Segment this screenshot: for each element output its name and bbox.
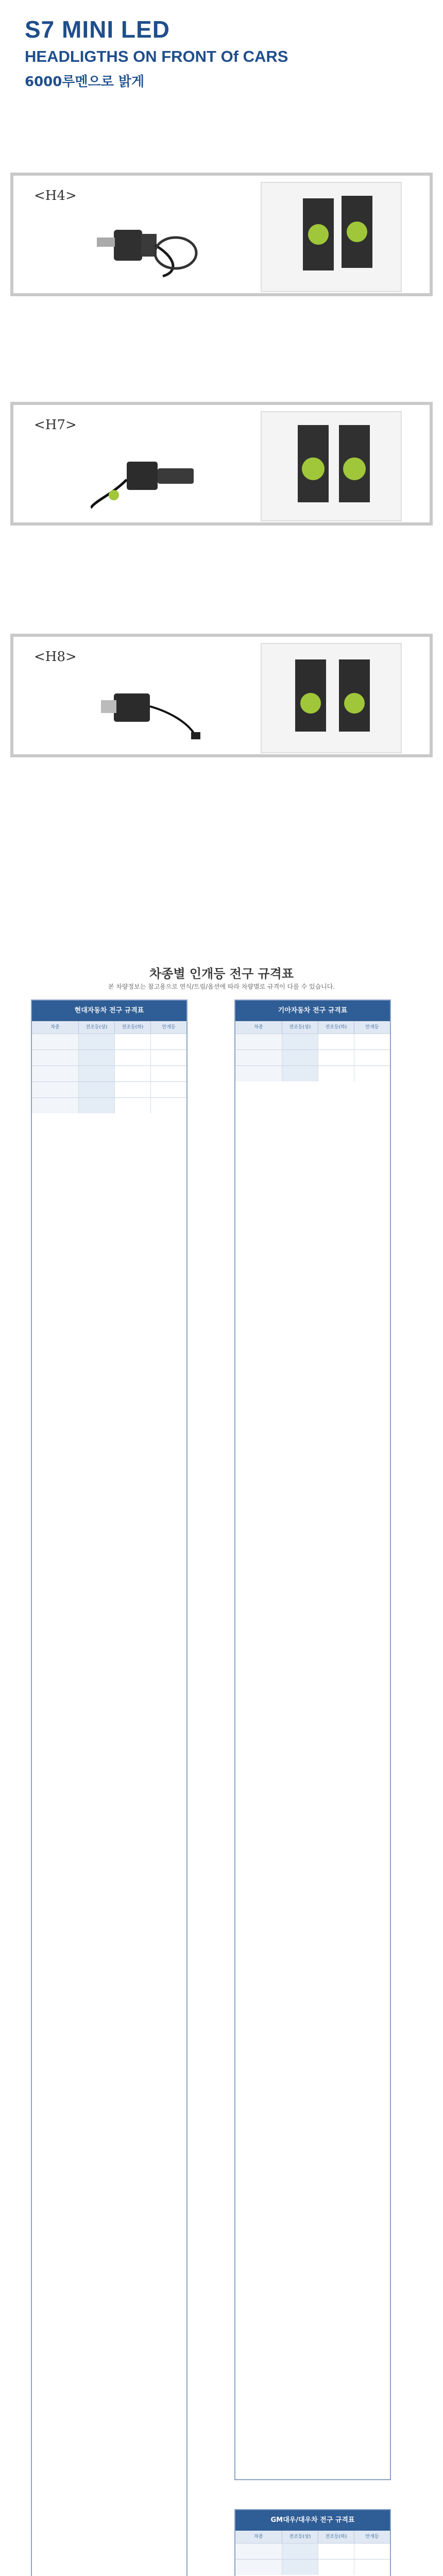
column-header: 차종 [235,1021,282,1033]
column-header: 전조등(상) [282,2531,318,2543]
table-title: 현대자동차 전구 규격표 [32,1001,186,1021]
column-header: 전조등(하) [115,1021,151,1033]
product-card-h8 [10,634,433,757]
column-header: 안개등 [365,1025,379,1030]
column-header: 차종 [235,2531,282,2543]
table-row [32,1097,186,1113]
table-row [32,1033,186,1049]
hero [0,0,443,90]
table-row [235,1033,390,1049]
product-card-h4 [10,173,433,296]
kia-table [234,999,391,2480]
column-header: 전조등(상) [282,1021,318,1033]
table-column-headers [32,1021,186,1033]
table-row [235,2543,390,2559]
table-column-headers [235,2531,390,2543]
bulb-image [91,670,204,748]
column-header: 전조등(하) [318,2531,354,2543]
table-title: 기아자동차 전구 규격표 [235,1001,390,1021]
compat-title: 차종별 인개등 전구 규격표 [149,967,294,981]
gm-table [234,2509,391,2576]
bulb-image [91,438,204,516]
column-header: 차종 [32,1021,79,1033]
column-header: 전조등(하) [318,1021,354,1033]
table-row [235,1049,390,1065]
product-box-image [261,411,402,521]
product-card-h7 [10,402,433,526]
table-body [32,1033,186,1113]
product-title: S7 MINI LED [25,16,170,43]
bulb-image [91,209,204,286]
product-label: <H8> [34,649,77,665]
product-tagline: 6000루멘으로 밝게 [25,74,145,90]
table-body [235,2543,390,2575]
product-label: <H7> [34,417,77,433]
product-subtitle: HEADLIGTHS ON FRONT Of CARS [25,47,288,65]
column-header: 안개등 [162,1025,176,1030]
table-row [32,1065,186,1081]
product-box-image [261,643,402,753]
compat-subtitle: 본 차량정보는 참고용으로 연식/트림/옵션에 따라 차량별로 규격이 다를 수 있습니다. [108,983,335,990]
table-column-headers [235,1021,390,1033]
table-title: GM대우/대우차 전구 규격표 [235,2510,390,2531]
table-row [235,2559,390,2575]
column-header: 전조등(상) [79,1021,115,1033]
table-body [235,1033,390,1081]
table-row [32,1049,186,1065]
product-box-image [261,182,402,292]
product-label: <H4> [34,188,77,204]
hyundai-table [31,999,188,2576]
column-header: 안개등 [365,2534,379,2539]
table-row [235,1065,390,1081]
table-row [32,1081,186,1097]
